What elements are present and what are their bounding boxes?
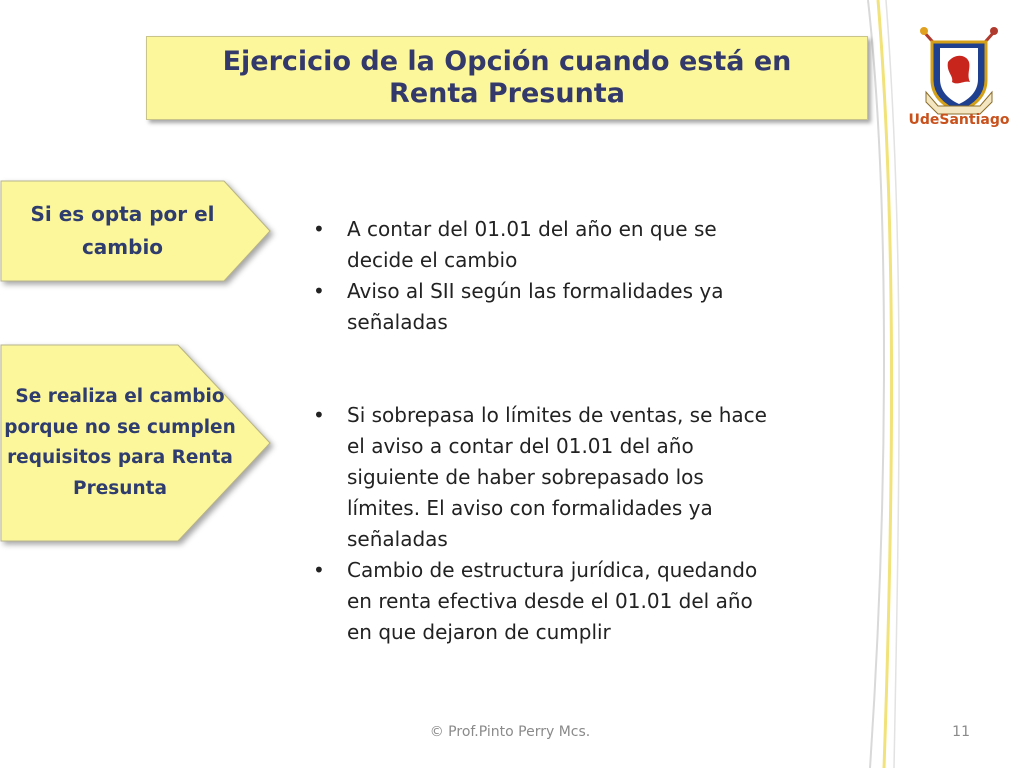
bullet-icon: • — [313, 558, 325, 582]
bullet-list-opt-change — [313, 214, 773, 338]
arrow-box-opt-change — [0, 180, 272, 282]
bullet-text: Cambio de estructura jurídica, quedando en renta efectiva desde el 01.01 del año en que dejaron de cumplir — [347, 558, 758, 644]
bullet-text: Aviso al SII según las formalidades ya señaladas — [347, 279, 724, 334]
bullet-icon: • — [313, 403, 325, 427]
list-item — [313, 400, 773, 555]
bullet-icon: • — [313, 217, 325, 241]
bullet-list-requirements — [313, 400, 773, 648]
bullet-text: Si sobrepasa lo límites de ventas, se hace el aviso a contar del 01.01 del año siguiente de haber sobrepasado los límites. El aviso con formalidades ya señaladas — [347, 403, 767, 551]
footer-copyright: © Prof.Pinto Perry Mcs. — [429, 724, 591, 740]
slide-title: Ejercicio de la Opción cuando está en Renta Presunta — [222, 46, 792, 109]
arrow-box-requirements — [0, 344, 272, 542]
list-item — [313, 555, 773, 648]
logo-text: UdeSantiago — [908, 112, 1010, 128]
arrow-label-requirements: Se realiza el cambio porque no se cumplen requisitos para Renta Presunta — [4, 386, 236, 499]
arrow-label-opt-change: Si es opta por el cambio — [30, 202, 215, 259]
bullet-text: A contar del 01.01 del año en que se decide el cambio — [347, 217, 717, 272]
page-number: 11 — [952, 724, 970, 740]
list-item — [313, 214, 773, 276]
title-box — [146, 36, 868, 120]
bullet-icon: • — [313, 279, 325, 303]
list-item — [313, 276, 773, 338]
